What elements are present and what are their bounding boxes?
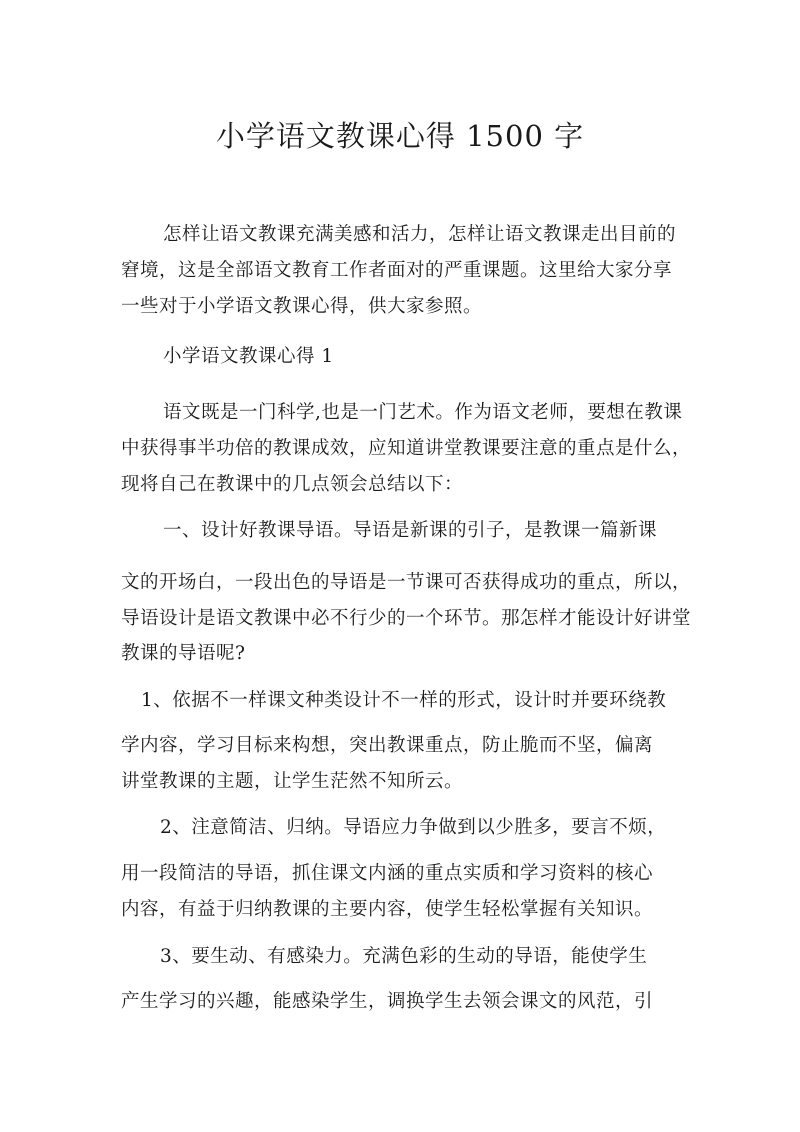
paragraph-line: 导语设计是语文教课中必不行少的一个环节。那怎样才能设计好讲堂 — [121, 608, 692, 629]
paragraph-line: 讲堂教课的主题，让学生茫然不知所云。 — [121, 771, 464, 792]
paragraph-line: 学内容，学习目标来构想，突出教课重点，防止脆而不坚，偏离 — [121, 735, 654, 756]
paragraph-line: 2、注意简洁、归纳。导语应力争做到以少胜多，要言不烦， — [160, 817, 667, 838]
section-heading: 小学语文教课心得 1 — [163, 346, 334, 367]
paragraph-line: 窘境，这是全部语文教育工作者面对的严重课题。这里给大家分享 — [121, 260, 673, 281]
paragraph-line: 产生学习的兴趣，能感染学生，调换学生去领会课文的风范，引 — [121, 991, 654, 1012]
paragraph-line: 中获得事半功倍的教课成效，应知道讲堂教课要注意的重点是什么， — [121, 438, 692, 459]
paragraph-line: 现将自己在教课中的几点领会总结以下： — [121, 474, 464, 495]
paragraph-line: 1、依据不一样课文种类设计不一样的形式，设计时并要环绕教 — [141, 690, 667, 711]
document-title: 小学语文教课心得 1500 字 — [215, 119, 585, 153]
paragraph-line: 一、设计好教课导语。导语是新课的引子，是教课一篇新课 — [163, 520, 658, 541]
paragraph-line: 用一段简洁的导语，抓住课文内涵的重点实质和学习资料的核心 — [121, 863, 654, 884]
paragraph-line: 内容，有益于归纳教课的主要内容，使学生轻松掌握有关知识。 — [121, 899, 654, 920]
paragraph-line: 文的开场白，一段出色的导语是一节课可否获得成功的重点，所以， — [121, 572, 692, 593]
paragraph-line: 怎样让语文教课充满美感和活力，怎样让语文教课走出目前的 — [163, 224, 677, 245]
paragraph-line: 教课的导语呢? — [121, 643, 246, 664]
paragraph-line: 一些对于小学语文教课心得，供大家参照。 — [121, 296, 483, 317]
paragraph-line: 3、要生动、有感染力。充满色彩的生动的导语，能使学生 — [160, 946, 648, 967]
paragraph-line: 语文既是一门科学,也是一门艺术。作为语文老师，要想在教课 — [163, 402, 683, 423]
